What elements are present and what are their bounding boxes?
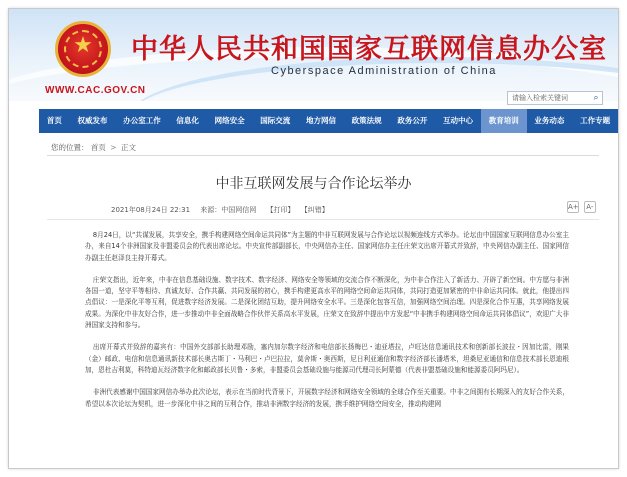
article-title: 中非互联网发展与合作论坛举办 bbox=[215, 176, 412, 192]
emblem-star-icon: ★ bbox=[73, 33, 93, 58]
site-title-cn[interactable]: 中华人民共和国国家互联网信息办公室 bbox=[131, 34, 607, 65]
font-larger-button[interactable]: A+ bbox=[568, 203, 579, 211]
breadcrumb-current: 正文 bbox=[120, 143, 136, 152]
nav-item-home[interactable]: 首页 bbox=[46, 116, 62, 125]
nav-item-education[interactable]: 教育培训 bbox=[481, 109, 527, 133]
breadcrumb-separator: > bbox=[110, 143, 117, 152]
nav-item-security[interactable]: 网络安全 bbox=[214, 116, 245, 125]
article-paragraph: 庄荣文指出，近年来，中非在信息基础设施、数字技术、数字经济、网络安全等领域的交流合作不断深化，为中非合作注入了新活力、开辟了新空间。中方愿与非洲各国一道，坚守平等相待、真诚友好、合作共赢、共同发展的初心，携手构建更高水平的网络空间命运共同体，共同打造更加紧密的中非命运共同体。就此，他提出四点倡议：一是深化平等互利，促进数字经济发展。二是深化团结互助，提升网络安全水平。三是深化包容互信，加强网络空间治理。四是深化合作互惠，共享网络发展成果。为深化中非友好合作，进一步推动中非全面战略合作伙伴关系高水平发展，庄荣文在致辞中提出中方发起“中非携手构建网络空间命运共同体倡议”，欢迎广大非洲国家支持和参与。 bbox=[85, 275, 569, 330]
nav-item-gov-affairs[interactable]: 政务公开 bbox=[397, 116, 428, 125]
article-body bbox=[85, 230, 569, 421]
main-nav bbox=[39, 109, 618, 133]
article-date: 2021年08月24日 22:31 bbox=[111, 206, 191, 214]
print-link[interactable]: 【打印】 bbox=[266, 206, 295, 214]
breadcrumb-home-link[interactable]: 首页 bbox=[90, 143, 106, 152]
article-meta bbox=[111, 205, 333, 215]
font-size-tools bbox=[565, 201, 596, 213]
nav-item-international[interactable]: 国际交流 bbox=[260, 116, 291, 125]
article-paragraph: 出席开幕式并致辞的嘉宾有：中国外交部部长助理邓励，塞内加尔数字经济和电信部长扬梅巴・迪亚塔拉，卢旺达信息通讯技术和创新部长波拉・因加比雷，刚果（金）邮政、电信和信息通讯新技术部长奥古斯丁・马利巴・卢巴拉拉，莫舍斯・奥西斯，尼日利亚通信和数字经济部长潘塔米，坦桑尼亚通信和信息技术部长恩迪根加，恩杜吉利莫，科特迪瓦经济数字化和邮政部长贝鲁・多索，非盟委员会基础设施与能源司代理司长阿蒙德（代表非盟基础设施和能源委员阿玛尼）。 bbox=[85, 343, 569, 374]
browser-viewport bbox=[8, 8, 619, 469]
site-banner bbox=[9, 9, 618, 101]
nav-item-business[interactable]: 业务动态 bbox=[534, 116, 565, 125]
search-input[interactable]: 请输入检索关键词 bbox=[507, 91, 603, 105]
site-title-en: Cyberspace Administration of China bbox=[271, 65, 497, 77]
nav-item-informatization[interactable]: 信息化 bbox=[176, 116, 199, 125]
meta-divider bbox=[47, 219, 599, 220]
nav-item-office[interactable]: 办公室工作 bbox=[123, 116, 161, 125]
nav-item-local[interactable]: 地方网信 bbox=[305, 116, 336, 125]
article-source: 来源：中国网信网 bbox=[200, 206, 257, 214]
correction-link[interactable]: 【纠错】 bbox=[300, 206, 329, 214]
article-paragraph: 非洲代表感谢中国国家网信办举办此次论坛，表示在当前时代背景下，开展数字经济和网络安全领域的全球合作至关重要。中非之间拥有长期深入的友好合作关系，希望以本次论坛为契机，进一步深化中非之间的互利合作，推动非洲数字经济的发展，携手维护网络空间安全，推动构建网 bbox=[85, 388, 569, 408]
nav-item-policy[interactable]: 政策法规 bbox=[351, 116, 382, 125]
nav-item-interaction[interactable]: 互动中心 bbox=[443, 116, 474, 125]
breadcrumb-prefix: 您的位置： bbox=[51, 143, 89, 152]
national-emblem-icon[interactable] bbox=[55, 21, 111, 77]
breadcrumb-divider bbox=[47, 155, 599, 156]
font-smaller-button[interactable]: A- bbox=[584, 201, 596, 213]
nav-item-topics[interactable]: 工作专题 bbox=[580, 116, 611, 125]
breadcrumb bbox=[51, 142, 136, 153]
article-paragraph: 8月24日，以“共谋发展，共享安全，携手构建网络空间命运共同体”为主题的中非互联网发展与合作论坛以视频连线方式举办。论坛由中国国家互联网信息办公室主办，来自14个非洲国家及非盟委员会的代表出席论坛。中央宣传部副部长，中央网信办主任、国家网信办主任庄荣文出席开幕式并致辞，中央网信办副主任、国家网信办副主任赵泽良主持开幕式。 bbox=[85, 231, 569, 262]
search-icon[interactable]: ⌕ bbox=[593, 93, 599, 103]
nav-item-release[interactable]: 权威发布 bbox=[77, 116, 108, 125]
site-url[interactable]: WWW.CAC.GOV.CN bbox=[45, 85, 146, 96]
